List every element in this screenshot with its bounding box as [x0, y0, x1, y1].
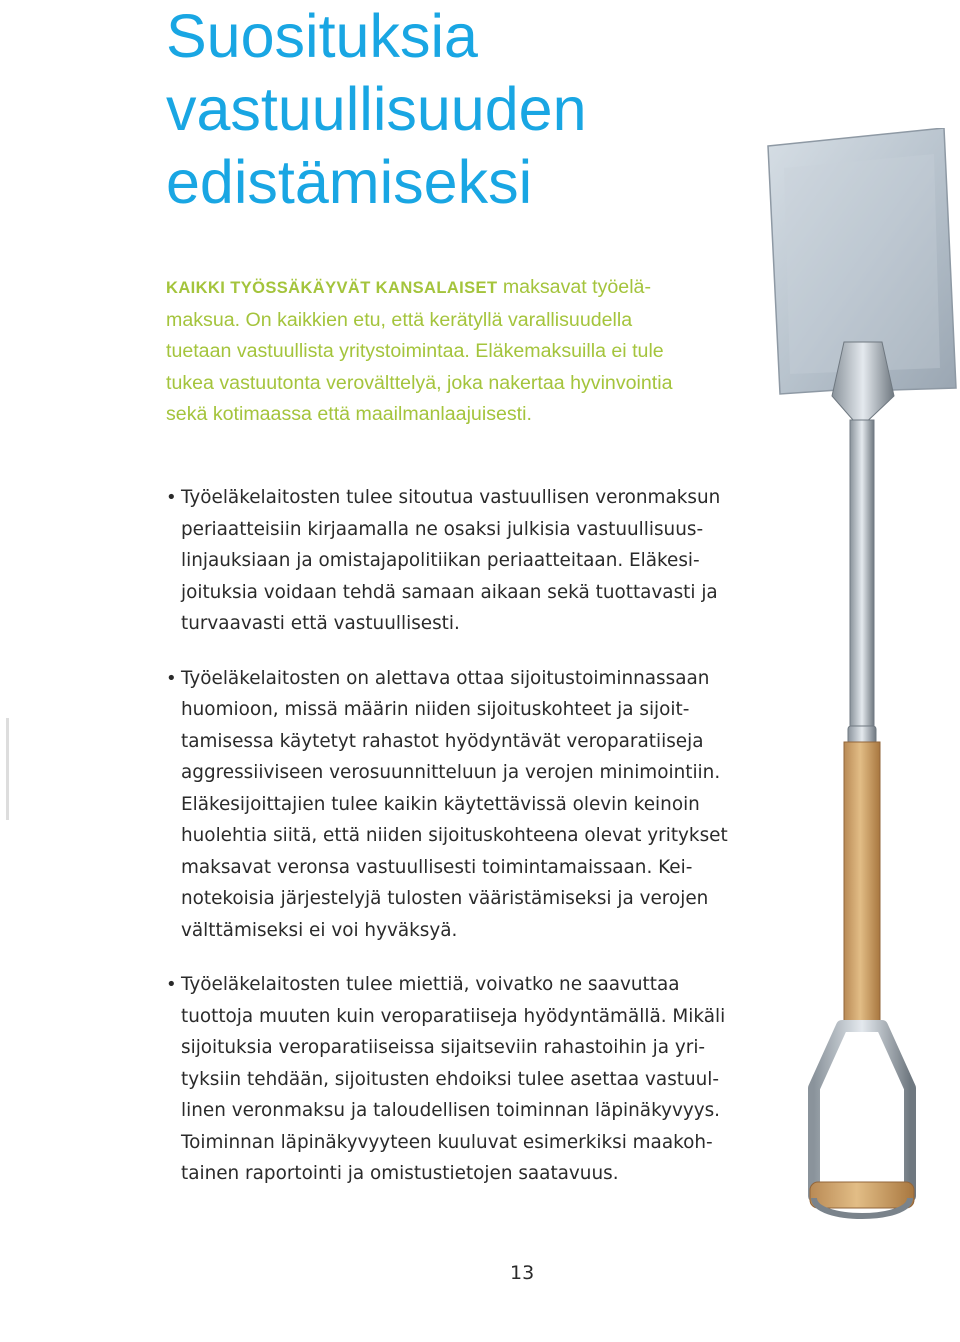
shovel-shaft: [850, 420, 874, 730]
list-item-line: turvaavasti että vastuullisesti.: [181, 613, 460, 634]
intro-lead: KAIKKI TYÖSSÄKÄYVÄT KANSALAISET: [166, 279, 498, 297]
shovel-handle-wood: [844, 742, 880, 1028]
list-item-line: tyksiin tehdään, sijoitusten ehdoiksi tulee asettaa vastuul-: [181, 1068, 720, 1090]
intro-line: maksua. On kaikkien etu, että kerätyllä varallisuudella: [166, 308, 633, 331]
list-item-line: tamisessa käytetyt rahastot hyödyntävät veroparatiiseja: [181, 730, 704, 752]
title-line: edistämiseksi: [166, 148, 533, 216]
list-item: [166, 482, 786, 640]
title-line: vastuullisuuden: [166, 75, 587, 143]
page-title: [166, 0, 726, 219]
page-number: 13: [510, 1262, 535, 1284]
list-item-line: maksavat veronsa vastuullisesti toimintamaissaan. Kei-: [181, 856, 693, 878]
intro-line: sekä kotimaassa että maailmanlaajuisesti.: [166, 403, 532, 425]
list-item-line: sijoituksia veroparatiiseissa sijaitseviin rahastoihin ja yri-: [181, 1037, 706, 1058]
list-item-line: joituksia voidaan tehdä samaan aikaan sekä tuottavasti ja: [181, 581, 718, 603]
list-item-line: Työeläkelaitosten on alettava ottaa sijoitustoiminnassaan: [181, 667, 710, 689]
list-item-line: välttämiseksi ei voi hyväksyä.: [181, 919, 458, 941]
shovel-illustration: [764, 128, 960, 1234]
list-item-line: notekoisia järjestelyjä tulosten vääristämiseksi ja verojen: [181, 888, 709, 909]
shovel-d-grip: [814, 1026, 910, 1196]
intro-paragraph: [166, 272, 766, 431]
title-line: Suosituksia: [166, 2, 478, 70]
bullet-marker: •: [166, 667, 177, 689]
list-item-line: Toiminnan läpinäkyvyyteen kuuluvat esimerkiksi maakoh-: [181, 1131, 713, 1153]
list-item-line: huolehtia siitä, että niiden sijoituskohteena olevat yritykset: [181, 825, 728, 846]
page-edge-mark: [6, 718, 9, 820]
shovel-socket: [832, 342, 894, 428]
intro-line: tuetaan vastuullista yritystoimintaa. Eläkemaksuilla ei tule: [166, 340, 664, 362]
list-item-line: Työeläkelaitosten tulee sitoutua vastuullisen veronmaksun: [181, 487, 721, 508]
list-item: [166, 969, 786, 1190]
list-item: [166, 663, 786, 947]
list-item-line: tuottoja muuten kuin veroparatiiseja hyödyntämällä. Mikäli: [181, 1005, 726, 1027]
bullet-marker: •: [166, 974, 177, 995]
bullet-marker: •: [166, 487, 177, 508]
intro-line: [166, 272, 766, 305]
list-item-line: Eläkesijoittajien tulee kaikin käytettävissä olevin keinoin: [181, 793, 700, 815]
list-item-line: Työeläkelaitosten tulee miettiä, voivatko ne saavuttaa: [181, 974, 680, 995]
list-item-line: huomioon, missä määrin niiden sijoituskohteet ja sijoit-: [181, 699, 690, 720]
recommendation-list: [166, 482, 786, 1213]
list-item-line: aggressiiviseen verosuunnitteluun ja verojen minimointiin.: [181, 762, 721, 783]
list-item-line: tainen raportointi ja omistustietojen saatavuus.: [181, 1163, 619, 1184]
list-item-line: periaatteisiin kirjaamalla ne osaksi julkisia vastuullisuus-: [181, 518, 704, 540]
intro-lead-rest: maksavat työelä-: [497, 276, 651, 298]
intro-line: tukea vastuutonta verovälttelyä, joka nakertaa hyvinvointia: [166, 371, 673, 394]
list-item-line: linen veronmaksu ja taloudellisen toiminnan läpinäkyvyys.: [181, 1100, 721, 1121]
list-item-line: linjauksiaan ja omistajapolitiikan periaatteitaan. Eläkesi-: [181, 550, 700, 571]
